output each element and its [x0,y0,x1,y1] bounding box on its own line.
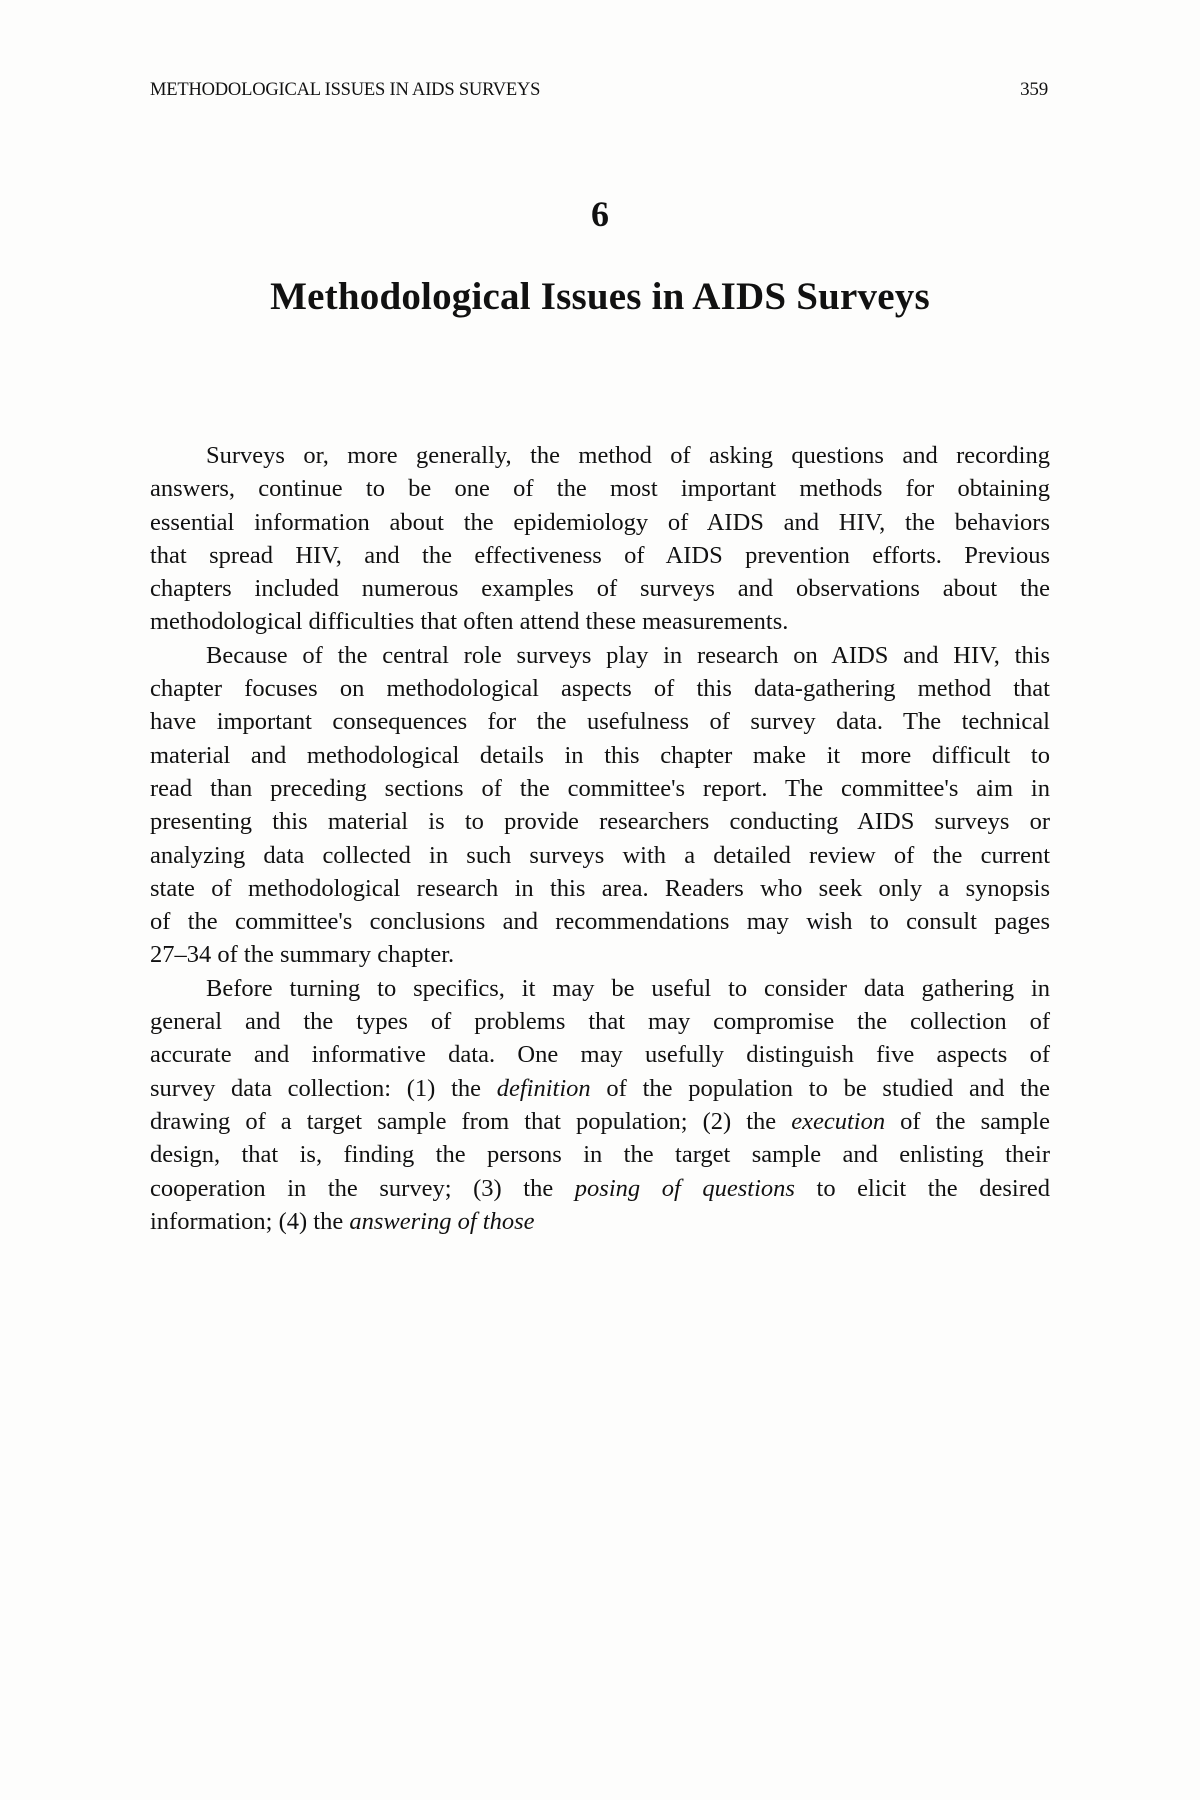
text-segment: chapters included numerous examples of surveys and observations about the [150,575,1050,603]
text-segment: design, that is, finding the persons in the target sample and enlisting their [150,1141,1050,1169]
text-segment: analyzing data collected in such surveys with a detailed review of the current [150,841,1050,869]
text-segment: presenting this material is to provide researchers conducting AIDS surveys or [150,808,1050,836]
paragraph [150,972,1050,1238]
text-line [150,772,1050,805]
text-line [150,1138,1050,1171]
text-segment: have important consequences for the usefulness of survey data. The technical [150,708,1050,736]
text-line [150,805,1050,838]
text-line [150,705,1050,738]
text-line [150,605,1050,638]
italic-term: execution [791,1107,886,1135]
text-line [150,905,1050,938]
text-segment: of the population to be studied and the [590,1074,1050,1102]
text-line [150,1172,1050,1205]
text-segment: state of methodological research in this area. Readers who seek only a synopsis [150,874,1050,902]
text-line [150,572,1050,605]
text-segment: that spread HIV, and the effectiveness of AIDS prevention efforts. Previous [150,541,1050,569]
text-line [150,639,1050,672]
text-segment: to elicit the desired [794,1174,1050,1202]
text-line [150,972,1050,1005]
italic-term: answering of those [349,1207,535,1235]
text-segment: essential information about the epidemiology of AIDS and HIV, the behaviors [150,508,1050,536]
italic-term: posing of questions [574,1174,795,1202]
text-segment: Before turning to specifics, it may be useful to consider data gathering in [206,974,1050,1002]
text-line [150,472,1050,505]
text-line [150,506,1050,539]
text-segment: methodological difficulties that often attend these measurements. [150,608,789,636]
text-line [150,1005,1050,1038]
paragraph [150,639,1050,972]
text-line [150,539,1050,572]
text-line [150,739,1050,772]
text-segment: cooperation in the survey; (3) the [150,1174,575,1202]
text-segment: of the committee's conclusions and recommendations may wish to consult pages [150,908,1050,936]
text-line [150,672,1050,705]
body-text [150,439,1050,1238]
text-line [150,439,1050,472]
text-segment: information; (4) the [150,1207,350,1235]
text-segment: chapter focuses on methodological aspects of this data-gathering method that [150,675,1050,703]
text-line [150,1205,1050,1238]
page-number: 359 [1020,79,1048,100]
text-line [150,872,1050,905]
text-segment: 27–34 of the summary chapter. [150,941,455,969]
text-segment: answers, continue to be one of the most important methods for obtaining [150,475,1050,503]
text-segment: of the sample [885,1107,1050,1135]
running-head [150,78,1050,102]
text-line [150,1105,1050,1138]
text-segment: drawing of a target sample from that population; (2) the [150,1107,792,1135]
text-segment: accurate and informative data. One may usefully distinguish five aspects of [150,1041,1050,1069]
text-segment: general and the types of problems that may compromise the collection of [150,1008,1050,1036]
text-line [150,1038,1050,1071]
text-segment: survey data collection: (1) the [150,1074,497,1102]
text-segment: read than preceding sections of the committee's report. The committee's aim in [150,774,1050,802]
text-segment: Because of the central role surveys play in research on AIDS and HIV, this [206,641,1050,669]
italic-term: definition [496,1074,591,1102]
paragraph [150,439,1050,639]
text-line [150,839,1050,872]
text-line [150,1072,1050,1105]
running-head-title: METHODOLOGICAL ISSUES IN AIDS SURVEYS [150,80,541,100]
chapter-number: 6 [591,194,609,234]
text-segment: Surveys or, more generally, the method of asking questions and recording [206,442,1050,469]
chapter-title: Methodological Issues in AIDS Surveys [270,275,930,318]
text-segment: material and methodological details in this chapter make it more difficult to [150,741,1050,769]
text-line [150,938,1050,971]
